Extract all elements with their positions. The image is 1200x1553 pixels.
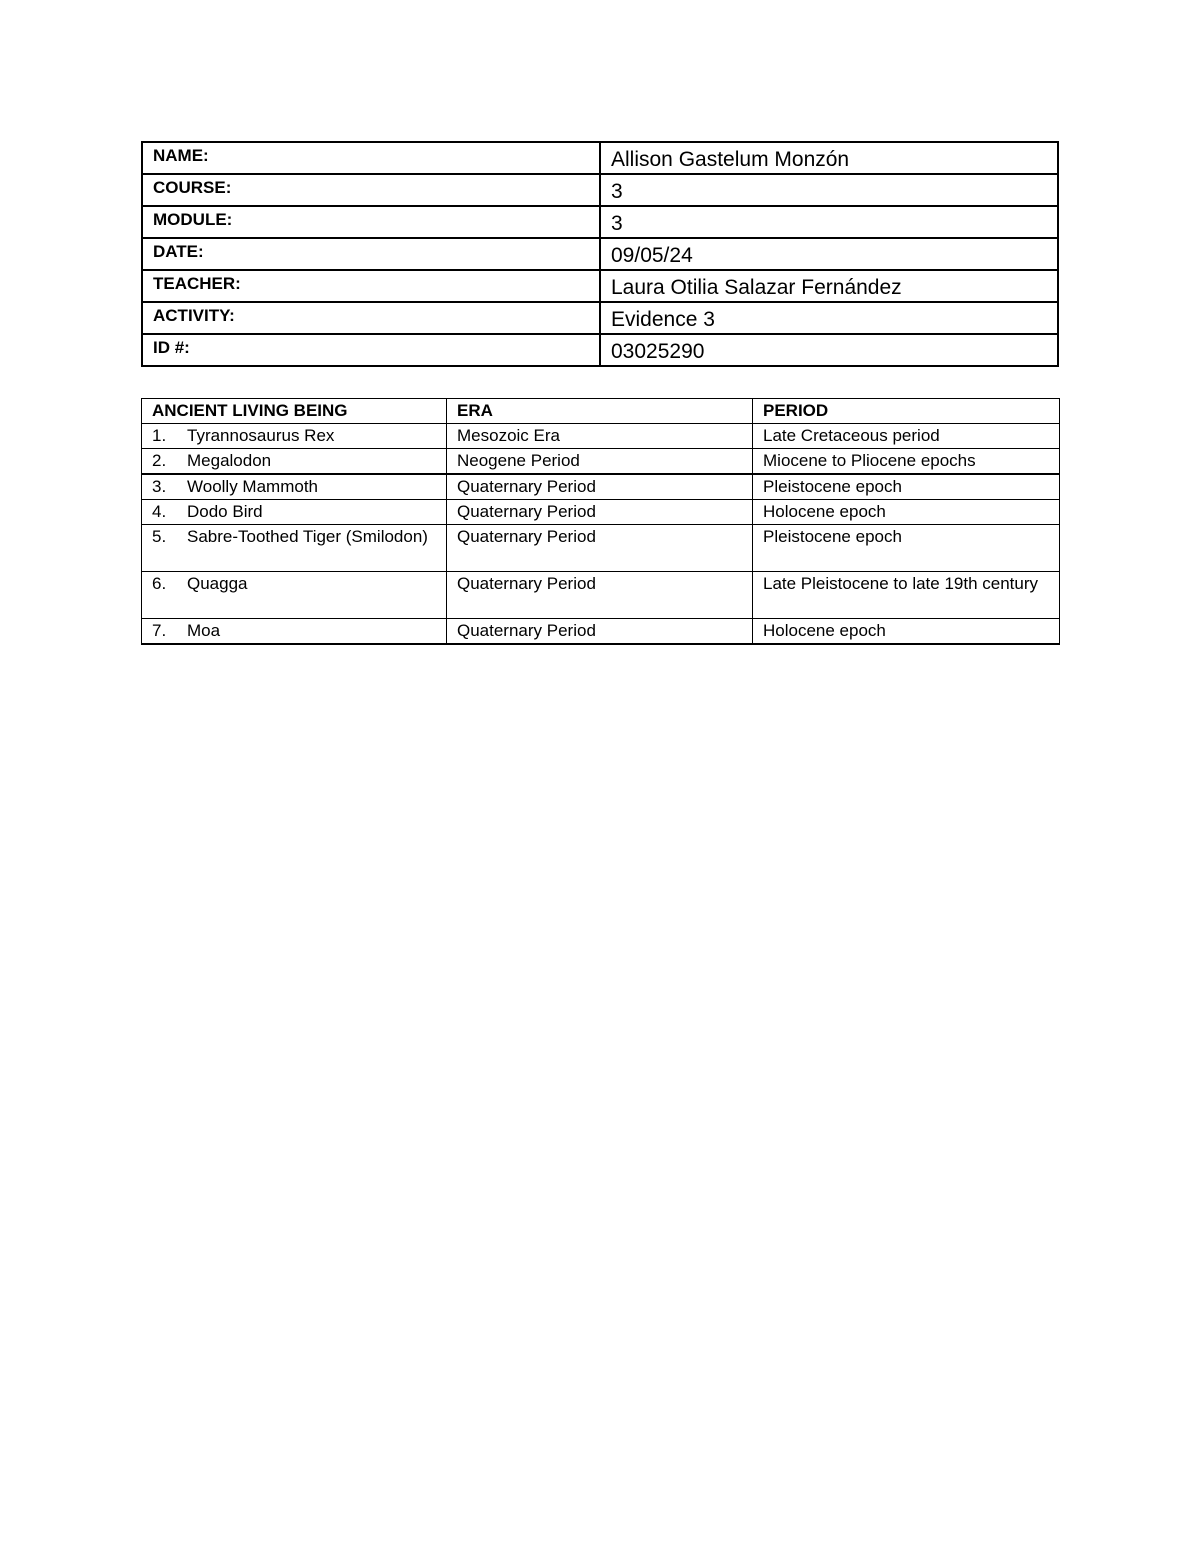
being-cell	[142, 500, 447, 525]
table-header-row	[142, 399, 1060, 424]
info-value: Allison Gastelum Monzón	[600, 142, 1058, 174]
row-number: 7.	[152, 621, 167, 640]
being-name: Woolly Mammoth	[187, 477, 318, 496]
info-label: COURSE:	[142, 174, 600, 206]
being-name: Quagga	[187, 574, 248, 593]
period-cell: Late Cretaceous period	[753, 424, 1060, 449]
row-number: 4.	[152, 502, 167, 521]
info-label: MODULE:	[142, 206, 600, 238]
era-cell: Quaternary Period	[447, 619, 753, 645]
being-name: Moa	[187, 621, 221, 640]
period-cell: Late Pleistocene to late 19th century	[753, 572, 1060, 619]
era-cell: Quaternary Period	[447, 474, 753, 500]
era-cell: Quaternary Period	[447, 572, 753, 619]
being-name: Tyrannosaurus Rex	[187, 426, 335, 445]
info-label: DATE:	[142, 238, 600, 270]
header-period: PERIOD	[753, 399, 1060, 424]
being-cell	[142, 449, 447, 475]
table-row	[142, 424, 1060, 449]
era-cell: Neogene Period	[447, 449, 753, 475]
row-number: 3.	[152, 477, 167, 496]
being-name: Megalodon	[187, 451, 272, 470]
row-number: 5.	[152, 527, 167, 546]
info-row-module	[142, 206, 1058, 238]
info-value: 3	[600, 206, 1058, 238]
info-row-id	[142, 334, 1058, 366]
era-cell: Quaternary Period	[447, 525, 753, 572]
info-row-name	[142, 142, 1058, 174]
info-row-activity	[142, 302, 1058, 334]
period-cell: Pleistocene epoch	[753, 525, 1060, 572]
info-value: Laura Otilia Salazar Fernández	[600, 270, 1058, 302]
being-name: Sabre-Toothed Tiger (Smilodon)	[187, 527, 428, 546]
student-info-table	[141, 141, 1059, 367]
info-row-course	[142, 174, 1058, 206]
period-cell: Holocene epoch	[753, 619, 1060, 645]
row-number: 6.	[152, 574, 167, 593]
table-row	[142, 525, 1060, 572]
row-number: 1.	[152, 426, 167, 445]
info-label: TEACHER:	[142, 270, 600, 302]
info-row-date	[142, 238, 1058, 270]
header-being: ANCIENT LIVING BEING	[142, 399, 447, 424]
info-label: ID #:	[142, 334, 600, 366]
info-value: 3	[600, 174, 1058, 206]
row-number: 2.	[152, 451, 167, 470]
era-cell: Quaternary Period	[447, 500, 753, 525]
being-name: Dodo Bird	[187, 502, 263, 521]
being-cell	[142, 572, 447, 619]
table-row	[142, 449, 1060, 475]
table-row	[142, 474, 1060, 500]
period-cell: Pleistocene epoch	[753, 474, 1060, 500]
being-cell	[142, 619, 447, 645]
being-cell	[142, 474, 447, 500]
being-cell	[142, 525, 447, 572]
info-value: Evidence 3	[600, 302, 1058, 334]
header-era: ERA	[447, 399, 753, 424]
being-cell	[142, 424, 447, 449]
table-row	[142, 572, 1060, 619]
info-label: ACTIVITY:	[142, 302, 600, 334]
info-value: 09/05/24	[600, 238, 1058, 270]
info-value: 03025290	[600, 334, 1058, 366]
table-row	[142, 500, 1060, 525]
info-row-teacher	[142, 270, 1058, 302]
era-cell: Mesozoic Era	[447, 424, 753, 449]
ancient-beings-table	[141, 398, 1060, 645]
info-label: NAME:	[142, 142, 600, 174]
table-row	[142, 619, 1060, 645]
period-cell: Holocene epoch	[753, 500, 1060, 525]
period-cell: Miocene to Pliocene epochs	[753, 449, 1060, 475]
